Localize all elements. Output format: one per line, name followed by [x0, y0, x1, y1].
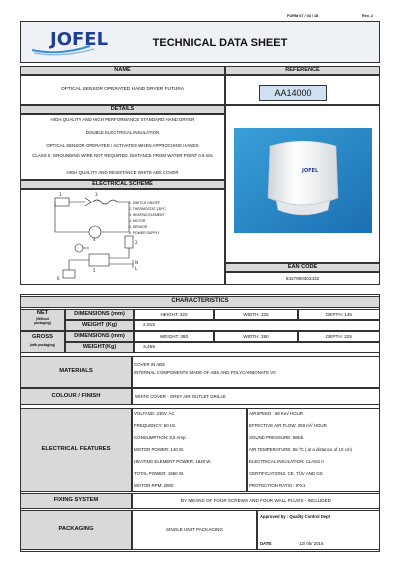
jofel-logo-icon	[30, 26, 116, 56]
electrical-left-6: TOTAL POWER: 1960 W.	[134, 471, 184, 476]
electrical-right-3: SOUND PRESSURE: 58Db.	[249, 435, 305, 440]
form-revision: Rev. 2	[362, 14, 373, 18]
scheme-legend-item: 5. SENSOR	[129, 225, 148, 229]
net-weight-cell	[134, 320, 380, 331]
net-label: NET	[36, 310, 49, 316]
svg-text:4: 4	[93, 237, 96, 242]
electrical-scheme-box	[20, 189, 225, 285]
brand-logo	[30, 26, 116, 56]
svg-text:6: 6	[57, 276, 60, 281]
details-line-4: CLASS II: GROUNDING WIRE NOT REQUIRED. DISTANCE FROM WATER POINT 0.6 mts	[32, 153, 213, 158]
electrical-right-5: ELECTRICAL INSULATION: CLASS II	[249, 459, 324, 464]
electrical-right-2: EFFECTIVE AIR FLOW: 250 m³/ HOUR	[249, 423, 327, 428]
gross-width: WIDTH: 290	[214, 331, 298, 342]
form-number: FORM 07 / 03 / 18	[287, 14, 319, 18]
hand-dryer-image	[234, 128, 372, 233]
reference-value: AA14000	[274, 88, 312, 98]
scheme-legend-item: 2. THERMOSTAT 130ºC	[129, 207, 166, 211]
approved-by: Approved by : Quality Control Dept	[260, 514, 331, 519]
details-line-2: DOUBLE ELECTRICAL INSULATION	[85, 130, 160, 135]
scheme-legend-item: 4. MOTOR	[129, 219, 146, 223]
net-dimensions-label: DIMENSIONS (mm)	[65, 309, 134, 320]
name-header: NAME	[20, 66, 225, 75]
scheme-legend	[129, 200, 219, 236]
svg-text:5: 5	[93, 268, 96, 273]
svg-text:N: N	[135, 260, 138, 265]
details-line-5: HIGH QUALITY AND RESISTANCE WHITE ABS COVER	[66, 170, 179, 175]
net-depth: DEPTH: 145	[298, 309, 380, 320]
electrical-right-6: CERTIFICATIONS: CE, TÜV AND GS	[249, 471, 323, 476]
net-weight-label: WEIGHT (Kg)	[65, 320, 134, 331]
svg-text:L: L	[135, 266, 138, 271]
svg-text:3: 3	[95, 192, 98, 197]
packaging-label: PACKAGING	[20, 510, 132, 550]
packaging-value: SINGLE UNIT PACKAGING	[132, 510, 257, 550]
svg-text:1: 1	[59, 192, 62, 197]
materials-line-1: COVER IN ABS	[134, 362, 165, 367]
logo-text: JOFEL	[50, 29, 109, 50]
scheme-legend-item: 1. SWITCH ON/OFF	[129, 201, 160, 205]
colour-label: COLOUR / FINISH	[20, 388, 132, 405]
electrical-left-3: CONSUMPTION: 8,5 Amp.	[134, 435, 187, 440]
electrical-right-4: AIR TEMPERATURE: 55 ºC ( at a distance of 10 cm)	[249, 447, 352, 452]
gross-weight-cell	[134, 342, 380, 353]
svg-text:2: 2	[135, 240, 138, 245]
details-header: DETAILS	[20, 105, 225, 114]
reference-box	[259, 85, 327, 101]
electrical-left-1: VOLTAGE: 230V. AC	[134, 411, 175, 416]
ean-value: 8427950303432	[225, 272, 380, 285]
gross-dimensions-label: DIMENSIONS (mm)	[65, 331, 134, 342]
gross-depth: DEPTH: 225	[298, 331, 380, 342]
scheme-legend-item: 3. HEATING ELEMENT	[129, 213, 165, 217]
gross-weight-label: WEIGHT(Kg)	[65, 342, 134, 353]
gross-height: WEIGHT: 380	[134, 331, 214, 342]
svg-text:JOFEL: JOFEL	[302, 168, 319, 174]
materials-label: MATERIALS	[20, 356, 132, 388]
scheme-legend-item: 6. POWER SUPPLY	[129, 231, 160, 235]
date-value: 12/ 05/ 2015	[299, 541, 324, 546]
reference-header: REFERENCE	[225, 66, 380, 75]
electrical-left-4: MOTOR POWER: 140 W.	[134, 447, 185, 452]
net-sublabel: (Without packaging)	[34, 317, 51, 325]
fixing-value: BY MEANS OF FOUR SCREWS AND FOUR WALL PLUGS - INCLUDED	[132, 493, 380, 509]
gross-weight-value: 3,455	[143, 345, 156, 350]
electrical-right-7: PROTECTION RATIO : IPX1	[249, 483, 306, 488]
electrical-scheme-header: ELECTRICAL SCHEME	[20, 180, 225, 189]
net-weight-value: 2,915	[143, 323, 156, 328]
details-line-1: HIGH QUALITY AND HIGH PERFORMANCE STANDARD HAND DRYER	[50, 117, 195, 122]
name-value: OPTICAL SENSOR OPERATED HAND DRYER FUTURA	[20, 75, 225, 105]
electrical-left-7: MOTOR RPM: 2800	[134, 483, 174, 488]
gross-label: GROSS	[32, 334, 53, 340]
electrical-features-label: ELECTRICAL FEATURES	[20, 408, 132, 492]
date-label: DATE:	[260, 541, 273, 546]
details-line-3: OPTICAL SENSOR OPERATED / ACTIVATES WHEN APPROCHING HANDS	[46, 143, 199, 148]
product-photo	[234, 128, 372, 233]
page-title: TECHNICAL DATA SHEET	[152, 37, 288, 49]
characteristics-header: CHARACTERISTICS	[20, 296, 380, 308]
electrical-right-1: AIRSPEED : 68 Km/ HOUR	[249, 411, 303, 416]
colour-value: WHITE COVER - GREY AIR OUTLET GRILLE	[135, 394, 226, 399]
electrical-left-2: FREQUENCY: 50 Hz.	[134, 423, 177, 428]
net-width: WIDTH: 225	[214, 309, 298, 320]
net-height: HEIGHT: 320	[134, 309, 214, 320]
colour-cell	[132, 388, 380, 405]
fixing-label: FIXING SYSTEM	[20, 493, 132, 509]
materials-line-2: INTERNAL COMPONENTS MADE OF ABS AND POLYCARBONATE V0	[134, 370, 276, 375]
electrical-left-5: HEATING ELEMENT POWER: 1820 W.	[134, 459, 212, 464]
gross-sublabel: (with packaging)	[29, 343, 56, 347]
ean-header: EAN CODE	[225, 263, 380, 272]
